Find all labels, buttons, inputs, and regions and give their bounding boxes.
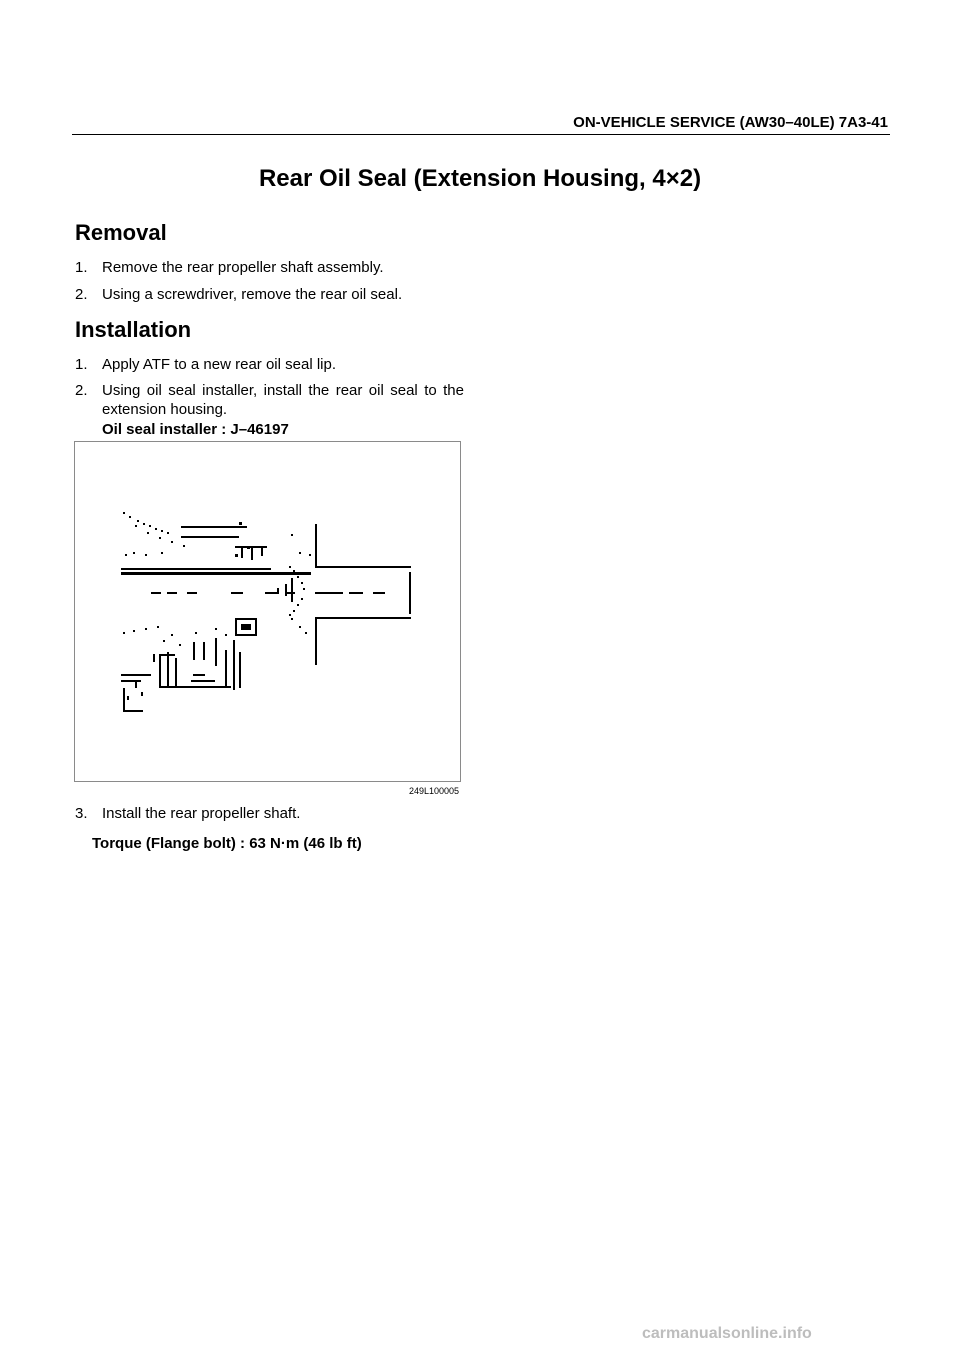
step-text: Using a screwdriver, remove the rear oil seal. bbox=[102, 286, 403, 303]
figure-code: 249L100005 bbox=[408, 786, 459, 796]
step-number: 1. bbox=[75, 356, 88, 373]
step-number: 2. bbox=[75, 286, 88, 303]
torque-spec: Torque (Flange bolt) : 63 N·m (46 lb ft) bbox=[92, 835, 362, 852]
page-header: ON-VEHICLE SERVICE (AW30–40LE) 7A3-41 bbox=[573, 114, 888, 131]
installer-illustration bbox=[74, 441, 461, 782]
installer-diagram-drawing bbox=[75, 442, 462, 783]
watermark: carmanualsonline.info bbox=[642, 1325, 812, 1342]
tool-spec: Oil seal installer : J–46197 bbox=[102, 421, 289, 438]
step-text: Apply ATF to a new rear oil seal lip. bbox=[102, 356, 336, 373]
header-rule bbox=[72, 134, 890, 135]
installation-heading: Installation bbox=[75, 317, 192, 342]
step-text: Remove the rear propeller shaft assembly. bbox=[102, 259, 384, 276]
step-number: 3. bbox=[75, 805, 88, 822]
step-text: Install the rear propeller shaft. bbox=[102, 805, 301, 822]
removal-heading: Removal bbox=[75, 220, 167, 245]
page-title: Rear Oil Seal (Extension Housing, 4×2) bbox=[258, 165, 702, 192]
step-text: Using oil seal installer, install the rear oil seal to the extension housing. bbox=[102, 382, 464, 418]
step-number: 2. bbox=[75, 382, 88, 399]
step-number: 1. bbox=[75, 259, 88, 276]
